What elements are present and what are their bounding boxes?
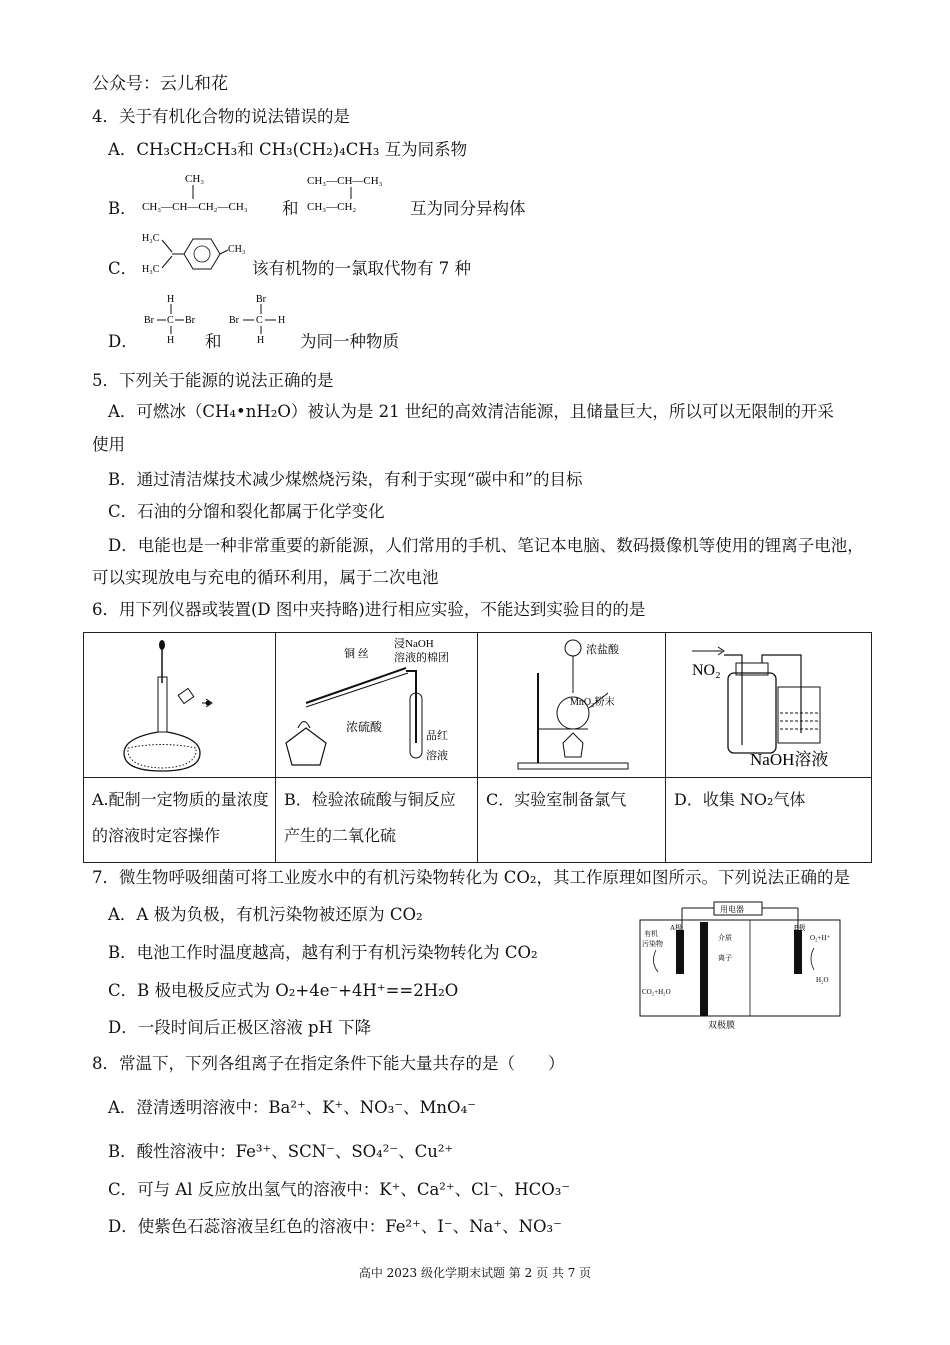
struct-text: H [167, 335, 175, 346]
q4-option-b-label: B． [108, 199, 137, 218]
q4-option-c-tail: 该有机物的一氯取代物有 7 种 [252, 259, 471, 278]
q4-d-structure-1 [143, 290, 205, 346]
struct-text: H [167, 294, 175, 305]
q5-option-d-line1: D．电能也是一种非常重要的新能源，人们常用的手机、笔记本电脑、数码摄像机等使用的锂离子电池， [108, 536, 864, 555]
q7-option-a: A．A 极为负极，有机污染物被还原为 CO₂ [108, 905, 423, 924]
diagram-label: 离子 [718, 954, 732, 962]
q4-option-a: A．CH₃CH₂CH₃和 CH₃(CH₂)₄CH₃ 互为同系物 [108, 140, 468, 159]
q4-option-b-tail: 互为同分异构体 [410, 199, 526, 218]
q5-option-a-line1: A．可燃冰（CH₄•nH₂O）被认为是 21 世纪的高效清洁能源，且储量巨大，所以可以无限制的开采 [108, 402, 834, 421]
q8-stem: 8．常温下，下列各组离子在指定条件下能大量共存的是（ ） [92, 1054, 565, 1073]
q8-option-d: D．使紫色石蕊溶液呈红色的溶液中：Fe²⁺、I⁻、Na⁺、NO₃⁻ [108, 1217, 562, 1236]
q5-stem: 5．下列关于能源的说法正确的是 [92, 371, 334, 390]
q7-option-b: B．电池工作时温度越高，越有利于有机污染物转化为 CO₂ [108, 943, 538, 962]
struct-text: CH₃ [185, 173, 205, 185]
fig-label: 品红 [426, 730, 448, 742]
fig-label: NaOH溶液 [750, 750, 829, 769]
diagram-label: H₂O [816, 976, 829, 984]
diagram-label: B极 [794, 924, 806, 932]
q6-apparatus-table [83, 632, 872, 863]
q4-b-structure-1 [140, 170, 280, 218]
page-footer: 高中 2023 级化学期末试题 第 2 页 共 7 页 [358, 1266, 592, 1280]
q4-option-d-and: 和 [205, 332, 222, 351]
fig-label: NO₂ [692, 662, 721, 679]
caption-b: B．检验浓硫酸与铜反应产生的二氧化硫 [276, 778, 478, 863]
diagram-label: CO₂+H₂O [642, 988, 671, 996]
struct-text: C [256, 315, 263, 326]
q4-option-c-label: C． [108, 259, 138, 278]
no2-collection-figure [666, 633, 870, 773]
struct-text: CH₃—CH—CH₃ [307, 175, 383, 187]
q4-option-b-and: 和 [282, 199, 299, 218]
struct-text: Br [229, 315, 239, 326]
caption-c: C．实验室制备氯气 [478, 778, 666, 863]
q4-d-structure-2 [228, 290, 294, 346]
fig-label: 溶液 [426, 750, 448, 762]
figure-b-cell [276, 633, 478, 778]
diagram-label: O₂+H⁺ [810, 934, 831, 942]
diagram-label: 双极膜 [708, 1020, 736, 1030]
copper-sulfuric-acid-figure [276, 633, 476, 773]
fig-label: MnO₂粉末 [570, 697, 615, 708]
fig-label: 溶液的棉团 [394, 652, 449, 664]
caption-d: D．收集 NO₂气体 [666, 778, 872, 863]
fig-label: 浓硫酸 [346, 720, 383, 734]
struct-text: CH₃—CH₂ [307, 201, 357, 213]
diagram-label: 有机 [644, 930, 658, 938]
figure-c-cell [478, 633, 666, 778]
struct-text: Br [185, 315, 195, 326]
caption-a: A.配制一定物质的量浓度的溶液时定容操作 [84, 778, 276, 863]
struct-text: H₃C [142, 264, 160, 275]
struct-text: H [257, 335, 265, 346]
figure-a-cell [84, 633, 276, 778]
q5-option-d-line2: 可以实现放电与充电的循环利用，属于二次电池 [92, 568, 439, 587]
struct-text: CH₃—CH—CH₂—CH₃ [142, 201, 248, 213]
q6-stem: 6．用下列仪器或装置(D 图中夹持略)进行相应实验，不能达到实验目的的是 [92, 600, 646, 619]
q8-option-a: A．澄清透明溶液中：Ba²⁺、K⁺、NO₃⁻、MnO₄⁻ [108, 1098, 476, 1117]
q7-stem: 7．微生物呼吸细菌可将工业废水中的有机污染物转化为 CO₂，其工作原理如图所示。下列说法正确的是 [92, 868, 851, 887]
struct-text: C [167, 315, 174, 326]
q7-option-c: C．B 极电极反应式为 O₂+4e⁻+4H⁺==2H₂O [108, 981, 459, 1000]
struct-text: Br [256, 294, 266, 305]
fig-label: 铜 丝 [344, 648, 369, 660]
q4-c-structure [140, 228, 252, 278]
chlorine-preparation-figure [478, 633, 664, 773]
source-header: 公众号：云儿和花 [92, 74, 228, 94]
q4-option-d-label: D． [108, 332, 138, 351]
q7-battery-diagram [638, 900, 848, 1032]
q5-option-c: C．石油的分馏和裂化都属于化学变化 [108, 502, 385, 521]
q4-option-d-tail: 为同一种物质 [300, 332, 399, 351]
struct-text: CH₃ [228, 244, 246, 255]
q5-option-a-line2: 使用 [92, 435, 125, 454]
struct-text: Br [144, 315, 154, 326]
diagram-label: 污染物 [642, 940, 663, 948]
volumetric-flask-figure [84, 633, 274, 773]
figure-d-cell [666, 633, 872, 778]
q4-stem: 4．关于有机化合物的说法错误的是 [92, 107, 350, 126]
q8-option-b: B．酸性溶液中：Fe³⁺、SCN⁻、SO₄²⁻、Cu²⁺ [108, 1142, 454, 1161]
diagram-label: 介质 [718, 934, 732, 942]
fig-label: 浸NaOH [394, 638, 434, 650]
q4-b-structure-2 [305, 170, 415, 218]
diagram-label: A极 [670, 924, 683, 932]
struct-text: H₃C [142, 233, 160, 244]
q5-option-b: B．通过清洁煤技术减少煤燃烧污染，有利于实现“碳中和”的目标 [108, 470, 583, 489]
diagram-label: 用电器 [720, 905, 744, 914]
q7-option-d: D．一段时间后正极区溶液 pH 下降 [108, 1018, 372, 1037]
q8-option-c: C．可与 Al 反应放出氢气的溶液中：K⁺、Ca²⁺、Cl⁻、HCO₃⁻ [108, 1180, 571, 1199]
struct-text: H [278, 315, 286, 326]
fig-label: 浓盐酸 [586, 644, 619, 656]
